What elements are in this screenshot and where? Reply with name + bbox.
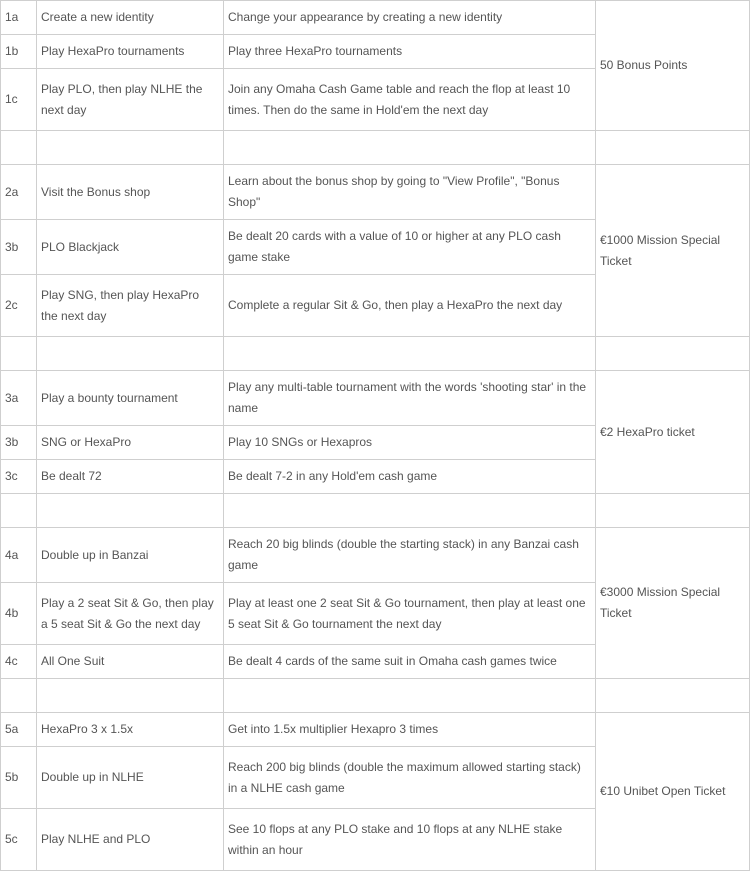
table-row [1,528,750,583]
mission-id: 4a [1,528,37,583]
mission-reward: €10 Unibet Open Ticket [596,713,750,871]
mission-description: Change your appearance by creating a new identity [224,1,596,35]
mission-name: Be dealt 72 [37,460,224,494]
mission-name: HexaPro 3 x 1.5x [37,713,224,747]
mission-name: Play PLO, then play NLHE the next day [37,69,224,131]
mission-id: 1b [1,35,37,69]
mission-description: See 10 flops at any PLO stake and 10 flops at any NLHE stake within an hour [224,809,596,871]
mission-description: Play 10 SNGs or Hexapros [224,426,596,460]
mission-reward: 50 Bonus Points [596,1,750,131]
mission-id: 5b [1,747,37,809]
mission-name: Double up in Banzai [37,528,224,583]
mission-name: Play a 2 seat Sit & Go, then play a 5 seat Sit & Go the next day [37,583,224,645]
mission-description: Play at least one 2 seat Sit & Go tournament, then play at least one 5 seat Sit & Go tournament the next day [224,583,596,645]
mission-id: 3b [1,426,37,460]
mission-description: Be dealt 4 cards of the same suit in Omaha cash games twice [224,645,596,679]
mission-id: 2c [1,275,37,337]
mission-name: SNG or HexaPro [37,426,224,460]
mission-description: Learn about the bonus shop by going to "View Profile", "Bonus Shop" [224,165,596,220]
mission-name: Double up in NLHE [37,747,224,809]
table-row [1,165,750,220]
mission-description: Reach 20 big blinds (double the starting stack) in any Banzai cash game [224,528,596,583]
mission-id: 3b [1,220,37,275]
mission-description: Be dealt 20 cards with a value of 10 or higher at any PLO cash game stake [224,220,596,275]
mission-id: 5c [1,809,37,871]
mission-name: Play SNG, then play HexaPro the next day [37,275,224,337]
spacer-row [1,679,750,713]
table-row [1,1,750,35]
mission-id: 3c [1,460,37,494]
table-row [1,713,750,747]
mission-id: 2a [1,165,37,220]
mission-description: Complete a regular Sit & Go, then play a HexaPro the next day [224,275,596,337]
mission-name: Play NLHE and PLO [37,809,224,871]
mission-name: Play a bounty tournament [37,371,224,426]
mission-description: Get into 1.5x multiplier Hexapro 3 times [224,713,596,747]
table-row [1,371,750,426]
mission-description: Be dealt 7-2 in any Hold'em cash game [224,460,596,494]
mission-name: Visit the Bonus shop [37,165,224,220]
mission-description: Reach 200 big blinds (double the maximum allowed starting stack) in a NLHE cash game [224,747,596,809]
mission-id: 1c [1,69,37,131]
mission-name: All One Suit [37,645,224,679]
spacer-row [1,494,750,528]
mission-name: Play HexaPro tournaments [37,35,224,69]
mission-name: Create a new identity [37,1,224,35]
mission-reward: €1000 Mission Special Ticket [596,165,750,337]
mission-id: 1a [1,1,37,35]
mission-id: 3a [1,371,37,426]
mission-id: 4b [1,583,37,645]
mission-name: PLO Blackjack [37,220,224,275]
spacer-row [1,131,750,165]
mission-id: 5a [1,713,37,747]
spacer-row [1,337,750,371]
mission-reward: €2 HexaPro ticket [596,371,750,494]
mission-id: 4c [1,645,37,679]
mission-description: Play any multi-table tournament with the words 'shooting star' in the name [224,371,596,426]
mission-description: Play three HexaPro tournaments [224,35,596,69]
mission-reward: €3000 Mission Special Ticket [596,528,750,679]
mission-description: Join any Omaha Cash Game table and reach the flop at least 10 times. Then do the same in Hold'em the next day [224,69,596,131]
